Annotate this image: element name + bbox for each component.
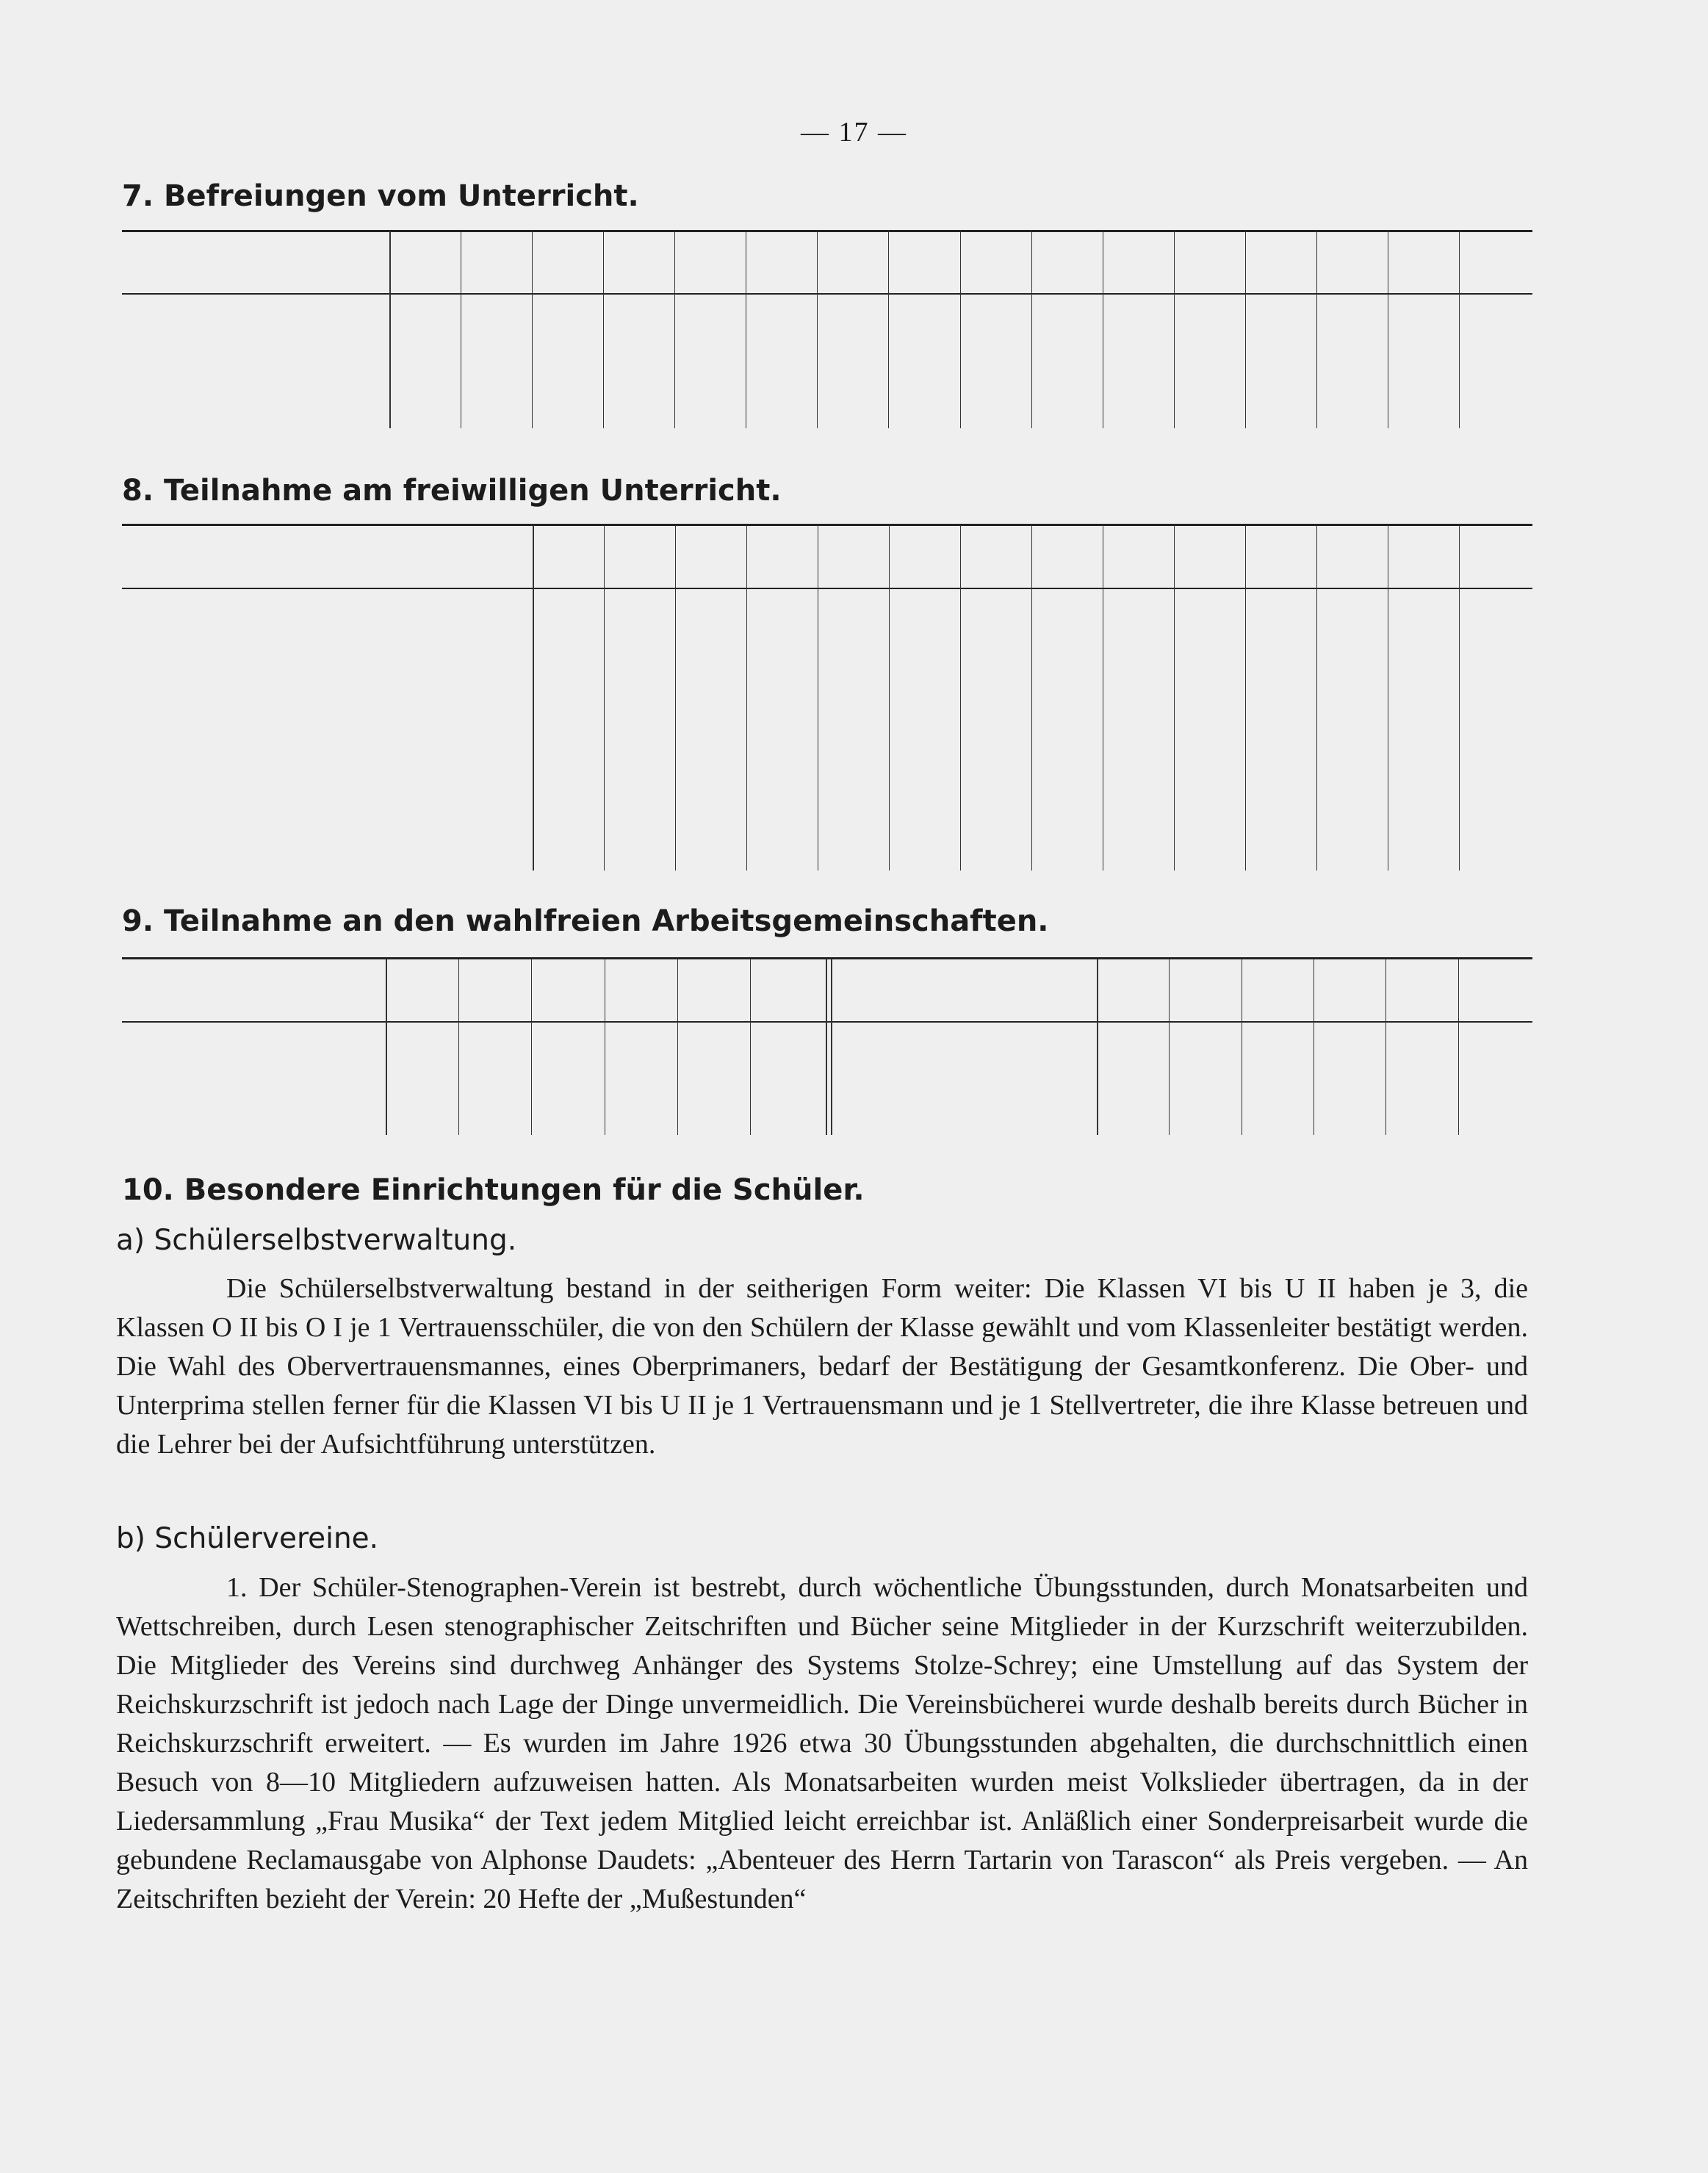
section10-title: 10. Besondere Einrichtungen für die Schüler. — [122, 1173, 865, 1207]
column-divider — [831, 959, 832, 1135]
column-divider — [826, 959, 827, 1135]
column-divider — [746, 525, 747, 871]
column-divider — [386, 959, 387, 1135]
column-divider — [1174, 231, 1175, 428]
column-divider — [389, 231, 391, 428]
column-divider — [675, 525, 676, 871]
column-divider — [960, 231, 961, 428]
column-divider — [674, 231, 675, 428]
section8-title: 8. Teilnahme am freiwilligen Unterricht. — [122, 474, 782, 508]
column-divider — [1459, 231, 1460, 428]
subsection-a-title: a) Schülerselbstverwaltung. — [116, 1224, 517, 1257]
column-divider — [1031, 231, 1032, 428]
column-divider — [533, 525, 534, 871]
table-rule — [122, 230, 1532, 232]
table-rule — [122, 957, 1532, 959]
column-divider — [1316, 525, 1317, 871]
column-divider — [1458, 959, 1459, 1135]
column-divider — [1097, 959, 1098, 1135]
paragraph-b-text: 1. Der Schüler-Stenographen-Verein ist bestrebt, durch wöchentliche Übungsstunden, durch Monatsarbeiten und Wettschreiben, durch Lesen stenographischer Zeitschriften und Bücher seine Mitglieder in der Kurzschrift weiterzubilden. Die Mitglieder des Vereins sind durchweg Anhänger des Systems Stolze-Schrey; eine Umstellung auf das System der Reichskurzschrift ist jedoch nach Lage der Dinge unvermeidlich. Die Vereinsbücherei wurde deshalb bereits durch Bücher in Reichskurzschrift erweitert. — Es wurden im Jahre 1926 etwa 30 Übungsstunden abgehalten, die durchschnittlich einen Besuch von 8—10 Mitgliedern aufzuweisen hatten. Als Monatsarbeiten wurden meist Volkslieder übertragen, da in der Liedersammlung „Frau Musika“ der Text jedem Mitglied leicht erreichbar ist. Anläßlich einer Sonderpreisarbeit wurde die gebundene Reclamausgabe von Alphonse Daudets: „Abenteuer des Herrn Tartarin von Tarascon“ als Preis vergeben. — An Zeitschriften bezieht der Verein: 20 Hefte der „Mußestunden“ — [116, 1572, 1528, 1914]
section7-title: 7. Befreiungen vom Unterricht. — [122, 179, 639, 213]
paragraph-self-administration — [116, 1269, 1528, 1464]
column-divider — [960, 525, 961, 871]
table-rule — [122, 524, 1532, 526]
table-rule — [122, 588, 1532, 589]
column-divider — [889, 525, 890, 871]
column-divider — [1031, 525, 1032, 871]
column-divider — [531, 959, 532, 1135]
subsection-b-title: b) Schülervereine. — [116, 1522, 379, 1555]
column-divider — [1174, 525, 1175, 871]
table-rule — [122, 1021, 1532, 1023]
column-divider — [888, 231, 889, 428]
column-divider — [817, 231, 818, 428]
column-divider — [1316, 231, 1317, 428]
column-divider — [750, 959, 751, 1135]
column-divider — [603, 231, 604, 428]
section9-title: 9. Teilnahme an den wahlfreien Arbeitsgemeinschaften. — [122, 904, 1049, 938]
paragraph-a-text: Die Schülerselbstverwaltung bestand in der seitherigen Form weiter: Die Klassen VI bis U II haben je 3, die Klassen O II bis O I je 1 Vertrauensschüler, die von den Schülern der Klasse gewählt und vom Klassenleiter bestätigt werden. Die Wahl des Obervertrauensmannes, eines Oberprimaners, bedarf der Bestätigung der Gesamtkonferenz. Die Ober- und Unterprima stellen ferner für die Klassen VI bis U II je 1 Vertrauensmann und je 1 Stellvertreter, die ihre Klasse betreuen und die Lehrer bei der Aufsichtführung unterstützen. — [116, 1273, 1528, 1460]
column-divider — [458, 959, 459, 1135]
page-number: — 17 — — [801, 117, 907, 148]
table-rule — [122, 293, 1532, 295]
column-divider — [677, 959, 678, 1135]
column-divider — [1245, 525, 1246, 871]
column-divider — [1169, 959, 1170, 1135]
column-divider — [1245, 231, 1246, 428]
column-divider — [604, 525, 605, 871]
paragraph-student-clubs — [116, 1568, 1528, 1919]
column-divider — [532, 231, 533, 428]
column-divider — [1459, 525, 1460, 871]
